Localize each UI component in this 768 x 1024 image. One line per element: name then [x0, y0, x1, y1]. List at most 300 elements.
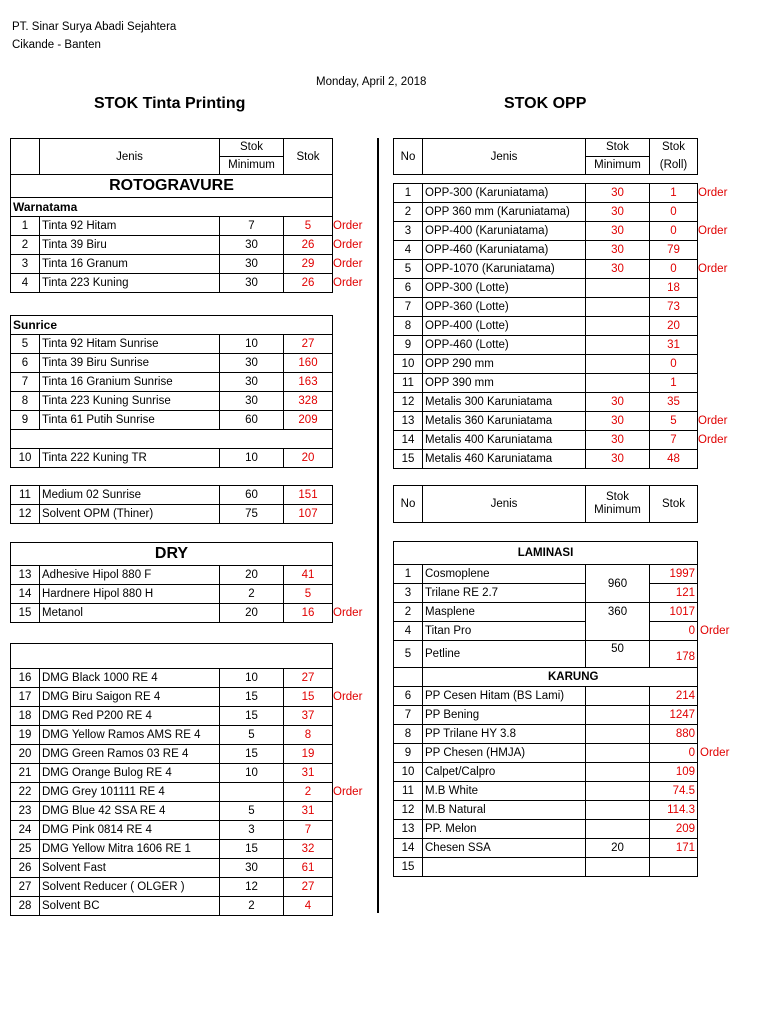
- row-jenis: OPP-460 (Lotte): [423, 336, 586, 355]
- table-row: [394, 431, 698, 450]
- lam-min: 360: [586, 603, 650, 641]
- row-min: 12: [220, 878, 284, 897]
- table-row: [11, 821, 333, 840]
- stok-value: 0: [670, 263, 677, 275]
- row-jenis: DMG Blue 42 SSA RE 4: [40, 802, 220, 821]
- row-no: 1: [11, 217, 40, 236]
- row-min: 15: [220, 745, 284, 764]
- order-flag: Order: [698, 415, 728, 427]
- row-no: 9: [11, 411, 40, 430]
- row-jenis: Tinta 61 Putih Sunrise: [40, 411, 220, 430]
- row-jenis: DMG Grey 101111 RE 4: [40, 783, 220, 802]
- dry-table: [10, 542, 363, 623]
- row-no: 20: [11, 745, 40, 764]
- tinta-table: [10, 138, 363, 293]
- order-flag: Order: [698, 263, 728, 275]
- stok-value: 35: [667, 396, 680, 408]
- row-jenis: PP. Melon: [423, 820, 586, 839]
- row-jenis: Tinta 223 Kuning: [40, 274, 220, 293]
- row-jenis: OPP-400 (Lotte): [423, 317, 586, 336]
- order-flag: Order: [700, 625, 730, 637]
- stok-value: 151: [298, 489, 318, 501]
- row-jenis: Solvent Reducer ( OLGER ): [40, 878, 220, 897]
- row-jenis: OPP-300 (Lotte): [423, 279, 586, 298]
- order-flag: Order: [333, 277, 363, 289]
- stok-value: 31: [301, 805, 315, 817]
- stok-value: 209: [675, 823, 696, 835]
- row-min: [586, 782, 650, 801]
- row-no: 12: [11, 505, 40, 524]
- stok-value: 109: [675, 766, 696, 778]
- stok-value: 37: [301, 710, 315, 722]
- stok-value: 7: [304, 824, 312, 836]
- row-no: 7: [394, 298, 423, 317]
- table-row: [394, 687, 698, 706]
- row-no: 8: [394, 317, 423, 336]
- row-min: 2: [220, 897, 284, 916]
- row-no: 23: [11, 802, 40, 821]
- order-flag: Order: [698, 225, 728, 237]
- stok-value: 27: [301, 672, 315, 684]
- row-jenis: Metanol: [40, 604, 220, 623]
- row-no: 17: [11, 688, 40, 707]
- lam-stok: 178: [650, 641, 698, 668]
- row-min: 75: [220, 505, 284, 524]
- row-no: 3: [394, 222, 423, 241]
- table-row: [394, 763, 698, 782]
- table-row: [394, 317, 698, 336]
- row-no: 13: [394, 412, 423, 431]
- table-row: [394, 412, 698, 431]
- lam-no: 1: [394, 565, 423, 584]
- row-no: 8: [11, 392, 40, 411]
- table-row: [11, 669, 333, 688]
- row-no: 27: [11, 878, 40, 897]
- row-min: 7: [220, 217, 284, 236]
- row-no: 15: [394, 858, 423, 877]
- row-no: 6: [394, 279, 423, 298]
- lam-header-stok-min: Minimum: [594, 504, 641, 516]
- table-row: [394, 820, 698, 839]
- table-row: [11, 566, 333, 585]
- table-row: [11, 255, 333, 274]
- row-min: [586, 298, 650, 317]
- lam-stok: 0: [688, 625, 696, 637]
- lam-no: 2: [394, 603, 423, 622]
- row-min: 15: [220, 688, 284, 707]
- row-jenis: OPP 390 mm: [423, 374, 586, 393]
- table-row: [394, 298, 698, 317]
- stok-value: 0: [670, 206, 677, 218]
- table-row: [11, 585, 333, 604]
- medium-table: [10, 485, 333, 524]
- lam-header-stok: Stok: [650, 486, 698, 523]
- table-row: [394, 260, 698, 279]
- lam-jenis: Cosmoplene: [423, 565, 586, 584]
- row-no: 10: [394, 355, 423, 374]
- lam-header-stok-top: Stok: [605, 491, 629, 503]
- row-min: 30: [586, 203, 650, 222]
- lam-header-no: No: [394, 486, 423, 523]
- lam-jenis: Trilane RE 2.7: [423, 584, 586, 603]
- table-row: [394, 374, 698, 393]
- stok-value: 15: [301, 691, 315, 703]
- opp-header-stok-min: Minimum: [586, 157, 650, 175]
- order-flag: Order: [333, 239, 363, 251]
- header-stok-top: Stok: [220, 139, 284, 157]
- row-jenis: DMG Black 1000 RE 4: [40, 669, 220, 688]
- row-no: 2: [394, 203, 423, 222]
- row-min: [586, 858, 650, 877]
- row-min: 20: [220, 604, 284, 623]
- row-jenis: OPP 290 mm: [423, 355, 586, 374]
- stok-value: 107: [298, 508, 318, 520]
- row-jenis: Metalis 360 Karuniatama: [423, 412, 586, 431]
- row-min: 30: [220, 373, 284, 392]
- laminasi-karung-table: [393, 541, 730, 877]
- table-row: [394, 336, 698, 355]
- table-row: [394, 706, 698, 725]
- table-row: [394, 184, 698, 203]
- stok-value: 61: [301, 862, 315, 874]
- row-jenis: Tinta 16 Granum: [40, 255, 220, 274]
- row-min: 30: [586, 260, 650, 279]
- row-min: 30: [586, 450, 650, 469]
- stok-value: 160: [298, 357, 318, 369]
- company-location: Cikande - Banten: [12, 39, 101, 51]
- order-flag: Order: [698, 187, 728, 199]
- stok-value: 5: [304, 220, 312, 232]
- order-flag: Order: [333, 258, 363, 270]
- row-min: 15: [220, 840, 284, 859]
- row-min: [586, 744, 650, 763]
- table-row: [11, 840, 333, 859]
- table-row: [11, 878, 333, 897]
- stok-value: 0: [688, 747, 696, 759]
- row-jenis: Tinta 16 Granium Sunrise: [40, 373, 220, 392]
- row-min: 30: [586, 431, 650, 450]
- lam-jenis: Petline: [423, 641, 586, 668]
- stok-value: 74.5: [672, 785, 696, 797]
- row-no: 13: [394, 820, 423, 839]
- row-jenis: M.B Natural: [423, 801, 586, 820]
- table-row: [11, 411, 333, 430]
- row-min: 30: [586, 222, 650, 241]
- row-no: 13: [11, 566, 40, 585]
- row-min: 2: [220, 585, 284, 604]
- stok-value: 0: [670, 358, 677, 370]
- row-min: 30: [220, 354, 284, 373]
- table-row: [11, 764, 333, 783]
- row-jenis: Calpet/Calpro: [423, 763, 586, 782]
- row-min: [220, 783, 284, 802]
- lam-stok: 1017: [650, 603, 698, 622]
- stok-value: 7: [670, 434, 677, 446]
- opp-header-stok-top: Stok: [586, 139, 650, 157]
- row-jenis: Solvent BC: [40, 897, 220, 916]
- stok-value: 73: [667, 301, 680, 313]
- row-jenis: Tinta 223 Kuning Sunrise: [40, 392, 220, 411]
- row-jenis: Tinta 92 Hitam Sunrise: [40, 335, 220, 354]
- table-row: [11, 335, 333, 354]
- table-row: [394, 279, 698, 298]
- table-row: [394, 801, 698, 820]
- table-row: [394, 241, 698, 260]
- row-jenis: Tinta 222 Kuning TR: [40, 449, 220, 468]
- company-name: PT. Sinar Surya Abadi Sejahtera: [12, 21, 177, 33]
- order-flag: Order: [333, 607, 363, 619]
- row-no: 8: [394, 725, 423, 744]
- row-no: 9: [394, 744, 423, 763]
- stok-value: 16: [301, 607, 315, 619]
- table-row: [394, 203, 698, 222]
- order-flag: Order: [333, 691, 363, 703]
- row-no: 2: [11, 236, 40, 255]
- table-row: [11, 726, 333, 745]
- row-no: 10: [394, 763, 423, 782]
- stok-value: 4: [304, 900, 312, 912]
- stok-value: 5: [304, 588, 312, 600]
- table-row: [11, 449, 333, 468]
- header-jenis: Jenis: [40, 139, 220, 175]
- lam-no: 5: [394, 641, 423, 668]
- row-min: [586, 374, 650, 393]
- row-jenis: OPP-460 (Karuniatama): [423, 241, 586, 260]
- opp-header-no: No: [394, 139, 423, 175]
- row-no: 25: [11, 840, 40, 859]
- table-row: [11, 486, 333, 505]
- row-min: 5: [220, 802, 284, 821]
- stok-value: 19: [301, 748, 315, 760]
- row-jenis: PP Trilane HY 3.8: [423, 725, 586, 744]
- row-no: 1: [394, 184, 423, 203]
- table-row: [394, 450, 698, 469]
- table-row: [394, 355, 698, 374]
- stok-value: 31: [667, 339, 680, 351]
- stok-value: 48: [667, 453, 680, 465]
- row-min: 3: [220, 821, 284, 840]
- row-min: [586, 336, 650, 355]
- row-jenis: M.B White: [423, 782, 586, 801]
- row-min: [586, 279, 650, 298]
- header-stok: Stok: [284, 139, 333, 175]
- row-min: [586, 317, 650, 336]
- table-row: [394, 744, 698, 763]
- row-min: [586, 820, 650, 839]
- stok-value: 18: [667, 282, 680, 294]
- row-no: 12: [394, 801, 423, 820]
- row-min: 15: [220, 707, 284, 726]
- stok-value: 5: [670, 415, 677, 427]
- stok-value: 31: [301, 767, 315, 779]
- stok-value: 27: [301, 338, 315, 350]
- row-no: 19: [11, 726, 40, 745]
- stok-value: 79: [667, 244, 680, 256]
- row-jenis: Medium 02 Sunrise: [40, 486, 220, 505]
- row-jenis: PP Chesen (HMJA): [423, 744, 586, 763]
- row-min: [586, 706, 650, 725]
- table-row: [11, 373, 333, 392]
- stok-value: 209: [298, 414, 318, 426]
- stok-value: 26: [301, 277, 315, 289]
- table-row: [11, 274, 333, 293]
- lam-no: 4: [394, 622, 423, 641]
- row-no: 11: [394, 782, 423, 801]
- sunrice-table: [10, 315, 333, 468]
- stok-value: 328: [298, 395, 318, 407]
- row-min: 30: [586, 393, 650, 412]
- stok-value: 880: [675, 728, 696, 740]
- opp-header-jenis: Jenis: [423, 139, 586, 175]
- row-min: 30: [220, 236, 284, 255]
- stok-value: 29: [301, 258, 315, 270]
- table-row: [11, 217, 333, 236]
- row-jenis: Chesen SSA: [423, 839, 586, 858]
- row-min: 10: [220, 669, 284, 688]
- stok-value: 27: [301, 881, 315, 893]
- opp-header-stok-roll-top: Stok: [650, 139, 698, 157]
- row-min: 30: [220, 274, 284, 293]
- row-jenis: DMG Pink 0814 RE 4: [40, 821, 220, 840]
- row-jenis: [423, 858, 586, 877]
- row-jenis: PP Cesen Hitam (BS Lami): [423, 687, 586, 706]
- row-no: 24: [11, 821, 40, 840]
- stok-value: 20: [301, 452, 315, 464]
- row-no: 9: [394, 336, 423, 355]
- row-no: 18: [11, 707, 40, 726]
- table-row: [11, 604, 333, 623]
- row-jenis: OPP-300 (Karuniatama): [423, 184, 586, 203]
- row-no: 11: [11, 486, 40, 505]
- row-jenis: DMG Green Ramos 03 RE 4: [40, 745, 220, 764]
- row-min: 10: [220, 764, 284, 783]
- row-no: 15: [11, 604, 40, 623]
- table-row: [394, 858, 698, 877]
- row-no: 11: [394, 374, 423, 393]
- stok-value: 2: [304, 786, 312, 798]
- row-jenis: OPP-360 (Lotte): [423, 298, 586, 317]
- row-jenis: Hardnere Hipol 880 H: [40, 585, 220, 604]
- report-date: Monday, April 2, 2018: [316, 76, 427, 88]
- row-no: 14: [394, 431, 423, 450]
- row-no: 3: [11, 255, 40, 274]
- table-header-row: [11, 139, 333, 157]
- row-jenis: Metalis 460 Karuniatama: [423, 450, 586, 469]
- row-no: 10: [11, 449, 40, 468]
- row-jenis: Tinta 92 Hitam: [40, 217, 220, 236]
- lam-stok: 1997: [650, 565, 698, 584]
- laminasi-table: [393, 485, 698, 523]
- lam-header-jenis: Jenis: [423, 486, 586, 523]
- group-warnatama: Warnatama: [11, 198, 333, 217]
- stok-value: 171: [675, 842, 696, 854]
- dmg-table: [10, 643, 363, 916]
- table-row: [394, 222, 698, 241]
- table-row: [11, 783, 333, 802]
- table-row: [11, 236, 333, 255]
- row-no: 7: [394, 706, 423, 725]
- row-jenis: DMG Red P200 RE 4: [40, 707, 220, 726]
- row-min: 5: [220, 726, 284, 745]
- row-jenis: DMG Orange Bulog RE 4: [40, 764, 220, 783]
- stok-value: 8: [304, 729, 312, 741]
- lam-stok: 121: [650, 584, 698, 603]
- row-jenis: Adhesive Hipol 880 F: [40, 566, 220, 585]
- row-no: 14: [11, 585, 40, 604]
- group-sunrice: Sunrice: [11, 316, 333, 335]
- table-row: [11, 707, 333, 726]
- stok-value: 20: [667, 320, 680, 332]
- section-karung: KARUNG: [423, 668, 698, 687]
- table-row: [11, 802, 333, 821]
- row-min: 30: [220, 859, 284, 878]
- section-laminasi: LAMINASI: [394, 542, 698, 565]
- stok-value: 114.3: [667, 804, 696, 816]
- row-min: [586, 763, 650, 782]
- header-stok-min: Minimum: [220, 157, 284, 175]
- row-no: 28: [11, 897, 40, 916]
- right-title: STOK OPP: [504, 95, 587, 112]
- row-min: 30: [586, 241, 650, 260]
- stok-value: 163: [298, 376, 318, 388]
- row-no: 21: [11, 764, 40, 783]
- table-row: [394, 393, 698, 412]
- row-no: 5: [11, 335, 40, 354]
- lam-min: 50: [586, 641, 650, 668]
- row-no: 26: [11, 859, 40, 878]
- row-min: 20: [220, 566, 284, 585]
- row-min: [586, 725, 650, 744]
- row-min: 30: [586, 412, 650, 431]
- row-jenis: Tinta 39 Biru Sunrise: [40, 354, 220, 373]
- row-jenis: Metalis 300 Karuniatama: [423, 393, 586, 412]
- row-jenis: OPP 360 mm (Karuniatama): [423, 203, 586, 222]
- row-no: 4: [11, 274, 40, 293]
- row-jenis: OPP-400 (Karuniatama): [423, 222, 586, 241]
- lam-jenis: Titan Pro: [423, 622, 586, 641]
- row-jenis: DMG Biru Saigon RE 4: [40, 688, 220, 707]
- order-flag: Order: [698, 434, 728, 446]
- row-min: 30: [220, 255, 284, 274]
- stok-value: 0: [670, 225, 677, 237]
- stok-value: 32: [301, 843, 315, 855]
- row-jenis: Tinta 39 Biru: [40, 236, 220, 255]
- order-flag: Order: [333, 786, 363, 798]
- lam-jenis: Masplene: [423, 603, 586, 622]
- table-row: [11, 354, 333, 373]
- row-jenis: DMG Yellow Mitra 1606 RE 1: [40, 840, 220, 859]
- stok-value: 214: [675, 690, 696, 702]
- column-divider: [377, 138, 379, 913]
- table-row: [11, 505, 333, 524]
- section-rotogravure: ROTOGRAVURE: [11, 175, 333, 198]
- row-min: 10: [220, 335, 284, 354]
- row-min: 30: [586, 184, 650, 203]
- row-no: 6: [394, 687, 423, 706]
- row-no: 12: [394, 393, 423, 412]
- table-row: [11, 859, 333, 878]
- opp-header-stok-roll: (Roll): [650, 157, 698, 175]
- table-row: [394, 782, 698, 801]
- row-min: 60: [220, 411, 284, 430]
- table-row: [394, 725, 698, 744]
- order-flag: Order: [333, 220, 363, 232]
- table-row: [394, 839, 698, 858]
- row-no: 16: [11, 669, 40, 688]
- order-flag: Order: [700, 747, 730, 759]
- row-jenis: DMG Yellow Ramos AMS RE 4: [40, 726, 220, 745]
- table-row: [11, 688, 333, 707]
